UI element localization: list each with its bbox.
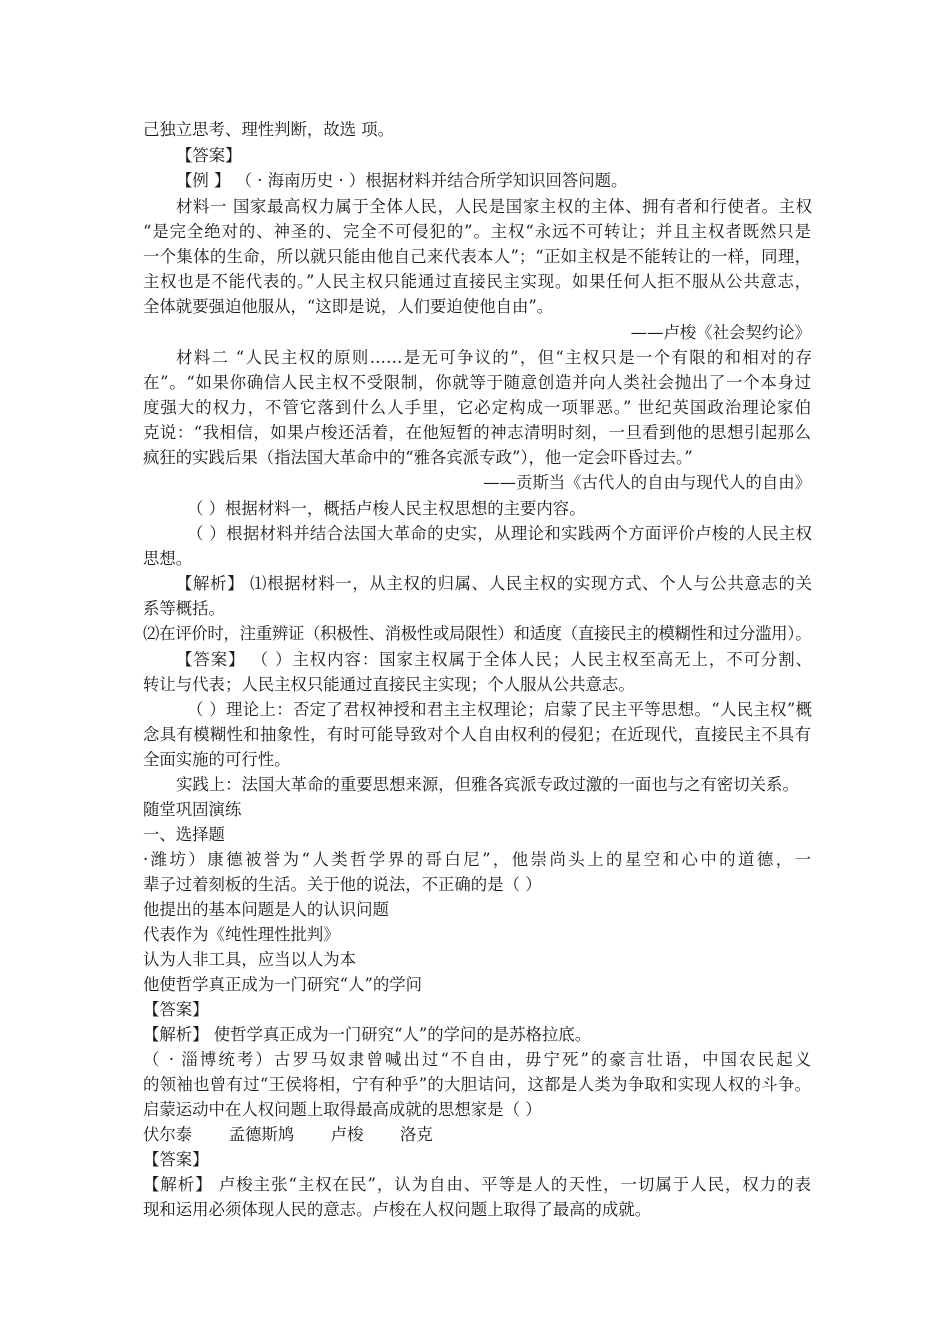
question-line: （ ）根据材料并结合法国大革命的史实，从理论和实践两个方面评价卢梭的人民主权 — [187, 524, 812, 543]
option-line: 伏尔泰 孟德斯鸠 卢梭 洛克 — [143, 1125, 438, 1144]
analysis-line: 系等概括。 — [143, 599, 225, 618]
citation: ——贡斯当《古代人的自由与现代人的自由》 — [483, 473, 811, 492]
material-one-line: 材料一 国家最高权力属于全体人民，人民是国家主权的主体、拥有者和行使者。主权 — [176, 197, 812, 216]
answer-label: 【答案】 — [143, 1000, 209, 1019]
analysis-line: 【解析】 卢梭主张“主权在民”，认为自由、平等是人的天性，一切属于人民，权力的表 — [143, 1175, 811, 1194]
material-one-line: “是完全绝对的、神圣的、完全不可侵犯的”。主权“永远不可转让；并且主权者既然只是 — [143, 222, 811, 241]
analysis-line: 现和运用必须体现人民的意志。卢梭在人权问题上取得了最高的成就。 — [143, 1200, 652, 1219]
material-one-line: 全体就要强迫他服从，“这即是说，人们要迫使他自由”。 — [143, 297, 554, 316]
question-line: 启蒙运动中在人权问题上取得最高成就的思想家是（ ） — [143, 1100, 542, 1119]
answer-line: 全面实施的可行性。 — [143, 750, 291, 769]
question-line: （ ）根据材料一，概括卢梭人民主权思想的主要内容。 — [187, 499, 586, 518]
answer-label: 【答案】 — [176, 146, 242, 165]
material-two-line: 疯狂的实践后果（指法国大革命中的“雅各宾派专政”），他一定会吓昏过去。” — [143, 448, 693, 467]
answer-line: 【答案】 （ ）主权内容：国家主权属于全体人民；人民主权至高无上，不可分割、 — [176, 650, 812, 669]
answer-line: 转让与代表；人民主权只能通过直接民主实现；个人服从公共意志。 — [143, 675, 635, 694]
section-heading: 一、选择题 — [143, 825, 225, 844]
material-one-line: 主权也是不能代表的。”人民主权只能通过直接民主实现。如果任何人拒不服从公共意志， — [143, 272, 811, 291]
answer-label: 【答案】 — [143, 1150, 209, 1169]
text-line: 己独立思考、理性判断，故选 项。 — [143, 120, 395, 139]
question-line: ·潍坊）康德被誉为“人类哲学界的哥白尼”，他崇尚头上的星空和心中的道德，一 — [143, 850, 811, 869]
material-two-line: 克说：“我相信，如果卢梭还活着，在他短暂的神志清明时刻，一旦看到他的思想引起那么 — [143, 423, 811, 442]
material-two-line: 度强大的权力，不管它落到什么人手里，它必定构成一项罪恶。” 世纪英国政治理论家伯 — [143, 398, 811, 417]
analysis-line: ⑵在评价时，注重辨证（积极性、消极性或局限性）和适度（直接民主的模糊性和过分滥用）。 — [143, 624, 811, 643]
question-line: （ · 淄博统考）古罗马奴隶曾喊出过“不自由，毋宁死”的豪言壮语，中国农民起义 — [143, 1050, 811, 1069]
citation: ——卢梭《社会契约论》 — [630, 323, 811, 342]
material-two-line: 材料二 “人民主权的原则……是无可争议的”，但“主权只是一个有限的和相对的存 — [176, 348, 812, 367]
answer-line: 实践上：法国大革命的重要思想来源，但雅各宾派专政过激的一面也与之有密切关系。 — [176, 775, 799, 794]
answer-line: （ ）理论上：否定了君权神授和君主主权理论；启蒙了民主平等思想。“人民主权”概 — [187, 700, 812, 719]
option-line: 他提出的基本问题是人的认识问题 — [143, 900, 389, 919]
example-heading: 【例 】 （ · 海南历史 · ）根据材料并结合所学知识回答问题。 — [176, 171, 628, 190]
question-line: 辈子过着刻板的生活。关于他的说法，不正确的是（ ） — [143, 875, 542, 894]
question-line: 思想。 — [143, 549, 193, 568]
section-heading: 随堂巩固演练 — [143, 800, 242, 819]
answer-line: 念具有模糊性和抽象性，有时可能导致对个人自由权利的侵犯；在近现代，直接民主不具有 — [143, 725, 811, 744]
option-line: 认为人非工具，应当以人为本 — [143, 950, 357, 969]
question-line: 的领袖也曾有过“王侯将相，宁有种乎”的大胆诘问，这都是人类为争取和实现人权的斗争。 — [143, 1075, 811, 1094]
option-line: 代表作为《纯性理性批判》 — [143, 925, 340, 944]
material-one-line: 一个集体的生命，所以就只能由他自己来代表本人”；“正如主权是不能转让的一样，同理， — [143, 247, 811, 266]
analysis-line: 【解析】 ⑴根据材料一，从主权的归属、人民主权的实现方式、个人与公共意志的关 — [176, 574, 812, 593]
option-line: 他使哲学真正成为一门研究“人”的学问 — [143, 975, 423, 994]
material-two-line: 在”。“如果你确信人民主权不受限制，你就等于随意创造并向人类社会抛出了一个本身过 — [143, 373, 811, 392]
analysis-line: 【解析】 使哲学真正成为一门研究“人”的学问的是苏格拉底。 — [143, 1025, 592, 1044]
